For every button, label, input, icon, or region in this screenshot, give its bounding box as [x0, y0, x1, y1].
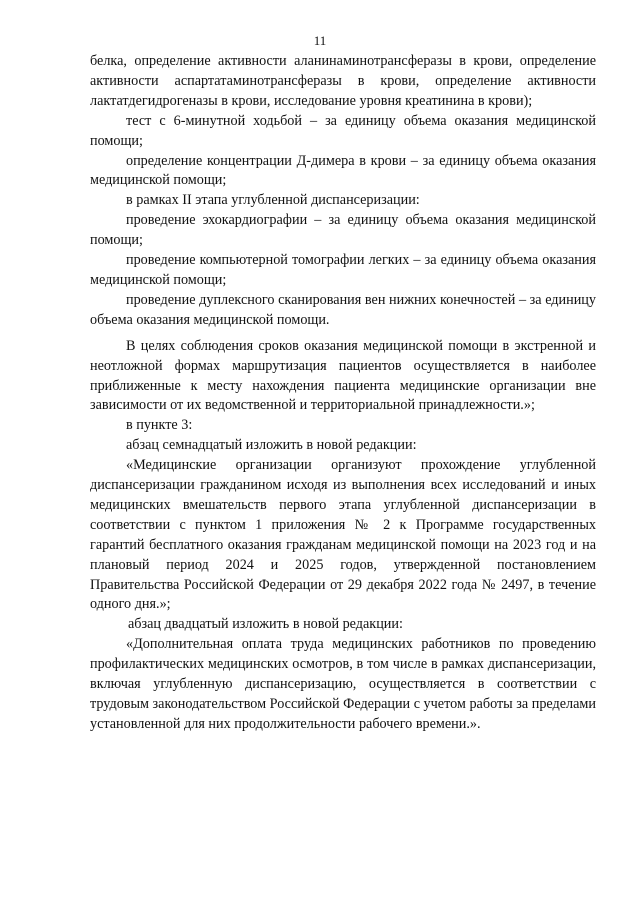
paragraph-4: в рамках II этапа углубленной диспансеризации: — [126, 192, 420, 209]
paragraph-12: абзац двадцатый изложить в новой редакции: — [128, 616, 403, 633]
paragraph-13: «Дополнительная оплата труда медицинских работников по проведению профилактических медицинских осмотров, в том числе в рамках диспансеризации, включая углубленную диспансеризацию, осуществляется в соответствии с трудовым законодательством Российской Федерации с учетом работы за пределами установленной для них продолжительности рабочего времени.». — [90, 636, 596, 732]
paragraph-7: проведение дуплексного сканирования вен нижних конечностей – за единицу объема оказания медицинской помощи. — [90, 291, 596, 328]
page-number: 11 — [313, 33, 327, 48]
document-body — [90, 52, 596, 735]
paragraph-10: абзац семнадцатый изложить в новой редакции: — [126, 437, 417, 454]
paragraph-5: проведение эхокардиографии – за единицу объема оказания медицинской помощи; — [90, 212, 596, 249]
paragraph-2: тест с 6-минутной ходьбой – за единицу объема оказания медицинской помощи; — [90, 112, 596, 149]
paragraph-1: белка, определение активности аланинаминотрансферазы в крови, определение активности аспартатаминотрансферазы в крови, определение активности лактатдегидрогеназы в крови, исследование уровня креатинина в крови); — [90, 53, 596, 109]
paragraph-6: проведение компьютерной томографии легких – за единицу объема оказания медицинской помощи; — [90, 252, 596, 288]
paragraph-3: определение концентрации Д-димера в крови – за единицу объема оказания медицинской помощи; — [90, 152, 596, 189]
paragraph-11: «Медицинские организации организуют прохождение углубленной диспансеризации гражданином исходя из выполнения всех исследований и иных медицинских вмешательств первого этапа углубленной диспансеризации в соответствии с пунктом 1 приложения № 2 к Программе государственных гарантий бесплатного оказания гражданам медицинской помощи на 2023 год и на плановый период 2024 и 2025 годов, утвержденной постановлением Правительства Российской Федерации от 29 декабря 2022 года № 2497, в течение одного дня.»; — [90, 457, 596, 613]
paragraph-9: в пункте 3: — [126, 417, 193, 434]
paragraph-8: В целях соблюдения сроков оказания медицинской помощи в экстренной и неотложной формах маршрутизация пациентов осуществляется в наиболее приближенные к месту нахождения пациента медицинские организации вне зависимости от их ведомственной и территориальной принадлежности.»; — [90, 337, 596, 414]
